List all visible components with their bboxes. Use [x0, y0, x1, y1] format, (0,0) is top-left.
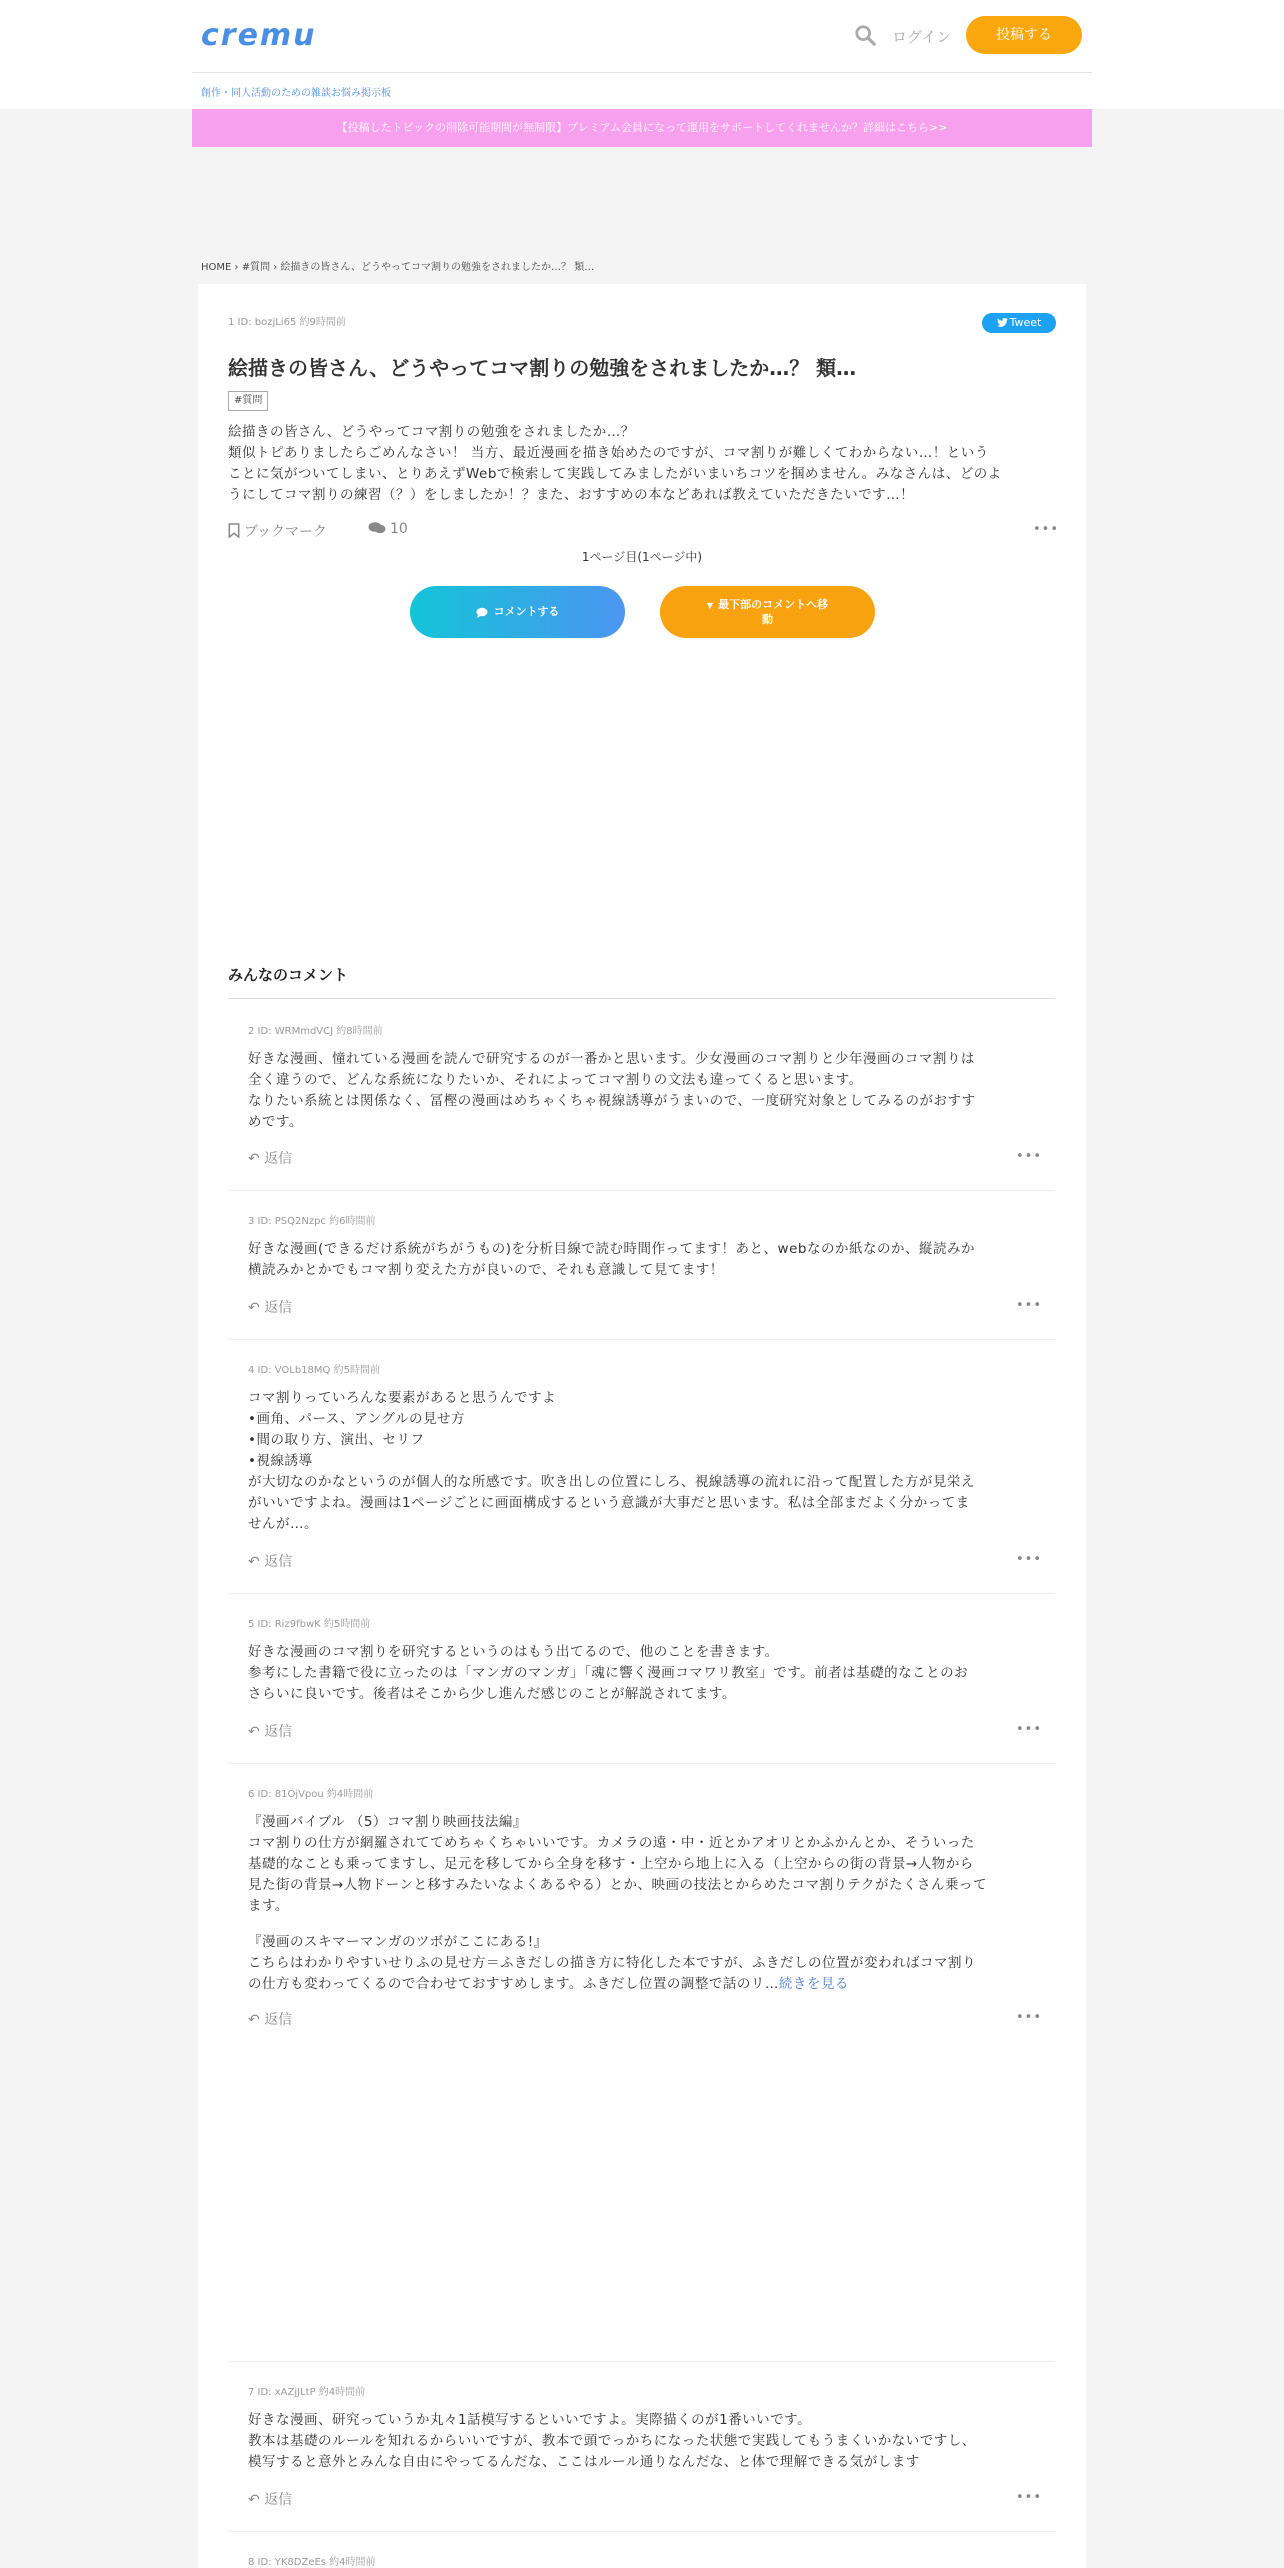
more-horizontal-icon[interactable]: ••• — [1016, 1298, 1043, 1313]
twitter-bird-icon — [997, 318, 1008, 327]
comment-body: 好きな漫画のコマ割りを研究するというのはもう出てるので、他のことを書きます。 参考にした書籍で役に立ったのは「マンガのマンガ」「魂に響く漫画コマワリ教室」です。前者は基礎的なことのお さらいに良いです。後者はそこから少し進んだ感じのことが解説されてます。 — [248, 1644, 969, 1702]
topic-meta: 1 ID: bozjLi65 約9時間前 — [228, 317, 346, 328]
reply-button[interactable] — [248, 1721, 292, 1741]
breadcrumb[interactable]: HOME › #質問 › 絵描きの皆さん、どうやってコマ割りの勉強をされましたか…？ 類… — [201, 262, 595, 273]
comment-body: 好きな漫画、研究っていうか丸々1話模写するといいですよ。実際描くのが1番いいです。 教本は基礎のルールを知れるからいいですが、教本で頭でっかちになった状態で実践してもうまくいかないですし、 模写すると意外とみんな自由にやってるんだな、ここはルール通りなんだな、と体で理解できる気がします — [248, 2412, 976, 2470]
chevron-down-icon: ▼ — [706, 600, 714, 610]
read-more-link[interactable]: 続きを見る — [778, 1976, 849, 1992]
comment-divider — [228, 2531, 1055, 2532]
comment-meta: 2 ID: WRMmdVCJ 約8時間前 — [248, 1026, 383, 1037]
topic-body: 絵描きの皆さん、どうやってコマ割りの勉強をされましたか…？ 類似トピありましたらごめんなさい！ 当方、最近漫画を描き始めたのですが、コマ割りが難しくてわからない…！という ことに気がついてしまい、とりあえずWebで検索して実践してみましたがいまいちコツを掴めません。みなさんは、どのよ うにしてコマ割りの練習（？）をしましたか！？また、おすすめの本などあれば教えていただきたいです…！ — [228, 424, 1002, 503]
comment-body: コマ割りっていろんな要素があると思うんですよ •画角、パース、アングルの見せ方 •間の取り方、演出、セリフ •視線誘導 が大切なのかなというのが個人的な所感です。吹き出しの位置にしろ、視線誘導の流れに沿って配置した方が見栄え がいいですよね。漫画は1ページごとに画面構成するという意識が大事だと思います。私は全部まだよく分かってま せんが…。 — [248, 1390, 975, 1532]
bookmark-button[interactable] — [228, 521, 327, 541]
comment-divider — [228, 1593, 1055, 1594]
jump-button-label-line1: 最下部のコメントへ移 — [718, 597, 829, 611]
comments-icon — [368, 521, 386, 535]
topic-card — [198, 284, 1086, 2568]
tweet-label: Tweet — [1009, 316, 1042, 329]
comment-count-value: 10 — [390, 521, 408, 537]
jump-to-latest-button[interactable] — [660, 586, 875, 638]
comment-meta: 8 ID: YK8DZeEs 約4時間前 — [248, 2557, 376, 2568]
header-divider — [192, 72, 1092, 73]
bookmark-label: ブックマーク — [244, 524, 328, 540]
more-horizontal-icon[interactable]: ••• — [1016, 1722, 1043, 1737]
comments-section-title: みんなのコメント — [228, 966, 349, 984]
reply-label: 返信 — [264, 1724, 293, 1740]
post-topic-button[interactable]: 投稿する — [966, 16, 1082, 54]
reply-label: 返信 — [264, 2492, 293, 2508]
comment-meta: 5 ID: Riz9fbwK 約5時間前 — [248, 1619, 371, 1630]
reply-icon: ↶ — [248, 1300, 260, 1316]
reply-icon: ↶ — [248, 1724, 260, 1740]
comment-divider — [228, 2361, 1055, 2362]
comment-button-label: コメントする — [493, 605, 560, 618]
comment-body-continued — [248, 1932, 1058, 1995]
site-logo[interactable]: cremu — [201, 18, 317, 53]
more-horizontal-icon[interactable]: ••• — [1016, 2010, 1043, 2025]
reply-label: 返信 — [264, 2012, 293, 2028]
comment-button[interactable] — [410, 586, 625, 638]
reply-button[interactable] — [248, 1551, 292, 1571]
speech-bubble-icon — [476, 607, 488, 618]
reply-label: 返信 — [264, 1300, 293, 1316]
login-link[interactable]: ログイン — [892, 28, 952, 46]
comment-count[interactable] — [368, 521, 408, 537]
reply-icon: ↶ — [248, 1151, 260, 1167]
reply-label: 返信 — [264, 1151, 293, 1167]
more-horizontal-icon[interactable]: ••• — [1016, 2490, 1043, 2505]
more-horizontal-icon[interactable]: ••• — [1033, 522, 1060, 537]
comment-body: 好きな漫画、憧れている漫画を読んで研究するのが一番かと思います。少女漫画のコマ割りと少年漫画のコマ割りは 全く違うので、どんな系統になりたいか、それによってコマ割りの文法も違ってくると思います。 なりたい系統とは関係なく、冨樫の漫画はめちゃくちゃ視線誘導がうまいので、一度研究対象としてみるのがおすす めです。 — [248, 1051, 976, 1130]
topic-tag[interactable]: #質問 — [228, 391, 268, 411]
reply-button[interactable] — [248, 1148, 292, 1168]
comment-meta: 7 ID: xAZjJLtP 約4時間前 — [248, 2387, 366, 2398]
jump-button-label-line2: 動 — [762, 612, 773, 626]
site-tagline[interactable]: 創作・同人活動のための雑談お悩み掲示板 — [201, 88, 391, 99]
more-horizontal-icon[interactable]: ••• — [1016, 1552, 1043, 1567]
comment-meta: 3 ID: PSQ2Nzpc 約6時間前 — [248, 1216, 376, 1227]
reply-icon: ↶ — [248, 1554, 260, 1570]
tweet-button[interactable] — [982, 313, 1056, 333]
reply-button[interactable] — [248, 1297, 292, 1317]
reply-icon: ↶ — [248, 2012, 260, 2028]
comment-divider — [228, 1339, 1055, 1340]
comments-section-divider — [228, 998, 1055, 999]
bookmark-icon — [228, 523, 240, 538]
premium-banner[interactable]: 【投稿したトピックの削除可能期間が無制限】プレミアム会員になって運用をサポートしてくれませんか？詳細はこちら>> — [192, 109, 1092, 147]
site-header — [0, 0, 1284, 109]
comment-meta: 4 ID: VOLb18MQ 約5時間前 — [248, 1365, 380, 1376]
reply-button[interactable] — [248, 2009, 292, 2029]
comment-meta: 6 ID: 81OjVpou 約4時間前 — [248, 1789, 374, 1800]
reply-button[interactable] — [248, 2489, 292, 2509]
comment-divider — [228, 1190, 1055, 1191]
search-icon[interactable] — [854, 24, 876, 46]
reply-icon: ↶ — [248, 2492, 260, 2508]
page-info: 1ページ目(1ページ中) — [581, 550, 703, 564]
comment-divider — [228, 1763, 1055, 1764]
comment-body-part2: 『漫画のスキマーマンガのツボがここにある!』 こちらはわかりやすいせりふの見せ方＝ふきだしの描き方に特化した本ですが、ふきだしの位置が変わればコマ割り の仕方も変わってくるので合わせておすすめします。ふきだし位置の調整で話のリ… — [248, 1934, 976, 1992]
more-horizontal-icon[interactable]: ••• — [1016, 1149, 1043, 1164]
comment-body: 好きな漫画(できるだけ系統がちがうもの)を分析目線で読む時間作ってます！あと、webなのか紙なのか、縦読みか 横読みかとかでもコマ割り変えた方が良いので、それも意識して見てます！ — [248, 1241, 975, 1278]
topic-title: 絵描きの皆さん、どうやってコマ割りの勉強をされましたか…？ 類… — [228, 356, 857, 380]
reply-label: 返信 — [264, 1554, 293, 1570]
comment-body: 『漫画バイブル （5）コマ割り映画技法編』 コマ割りの仕方が網羅されててめちゃくちゃいいです。カメラの遠・中・近とかアオリとかふかんとか、そういった 基礎的なことも乗ってますし、足元を移してから全身を移す・上空から地上に入る（上空からの街の背景→人物から 見た街の背景→人物ドーンと移すみたいなよくあるやる）とか、映画の技法とからめたコマ割りテクがたくさん乗って ます。 — [248, 1814, 987, 1914]
